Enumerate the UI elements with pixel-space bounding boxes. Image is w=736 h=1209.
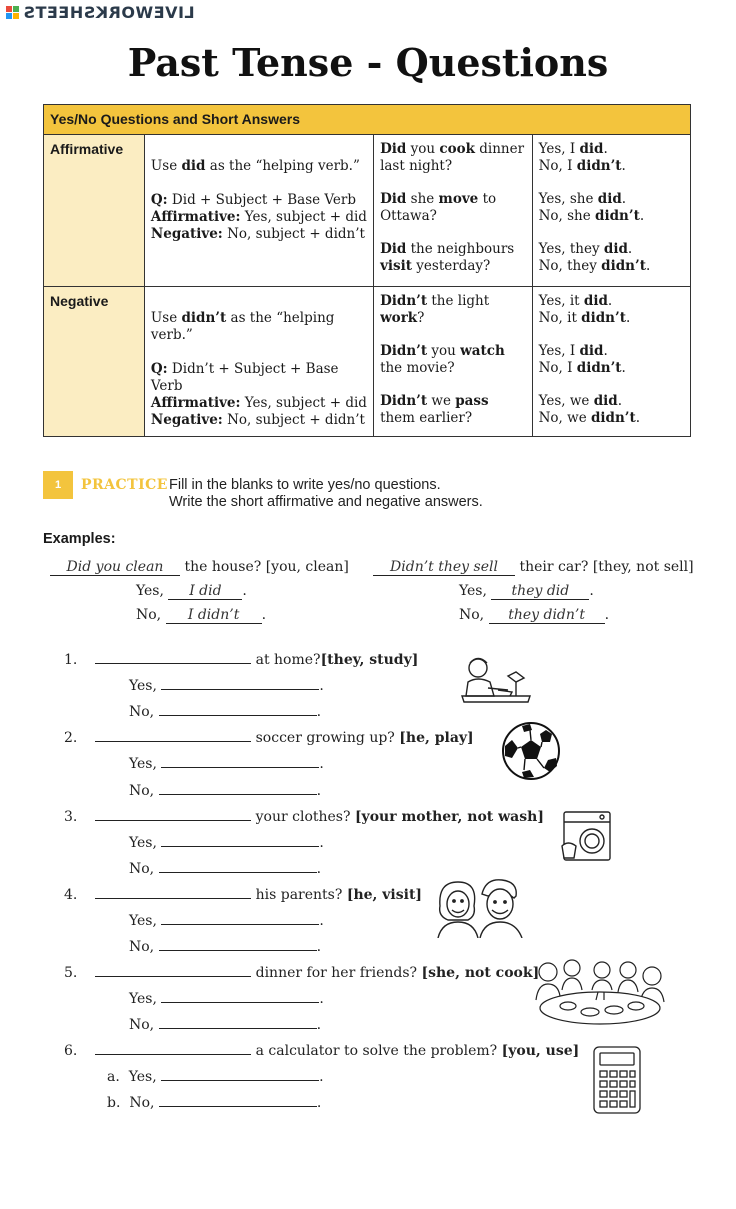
- exercise-no-line: No, .: [129, 858, 321, 877]
- yes-answer-blank[interactable]: [161, 675, 319, 690]
- handwritten-answer: I did: [168, 583, 242, 600]
- washing-machine-icon: [558, 808, 616, 864]
- handwritten-answer: I didn’t: [166, 607, 262, 624]
- row-label: Negative: [44, 287, 145, 437]
- question-blank[interactable]: [95, 962, 251, 977]
- no-answer-blank[interactable]: [159, 780, 317, 795]
- table-row-affirmative: [44, 135, 691, 287]
- exercise-yes-line: Yes, .: [129, 832, 324, 851]
- exercise-yes-line: a. Yes, .: [107, 1066, 324, 1085]
- practice-number-badge: 1: [43, 471, 73, 499]
- logo-text: LIVEWORKSHEETS: [23, 2, 195, 22]
- no-answer-blank[interactable]: [159, 1014, 317, 1029]
- examples-cell: [374, 135, 533, 287]
- exercise-no-line: No, .: [129, 701, 321, 720]
- grammar-table: [43, 104, 691, 437]
- answers-cell: [532, 135, 690, 287]
- exercise-yes-line: Yes, .: [129, 753, 324, 772]
- question-blank[interactable]: [95, 727, 251, 742]
- exercise-question: 4. his parents? [he, visit]: [64, 884, 422, 903]
- exercise-no-line: b. No, .: [107, 1092, 321, 1111]
- example-right-question: Didn’t they sell their car? [they, not sell]: [373, 559, 694, 576]
- question-blank[interactable]: [95, 806, 251, 821]
- example-left-question: Did you clean the house? [you, clean]: [50, 559, 349, 576]
- question-blank[interactable]: [95, 884, 251, 899]
- example-question: Didn’t you watch the movie?: [380, 343, 505, 376]
- example-question: Did she move to Ottawa?: [380, 191, 497, 224]
- example-right-yes: Yes, they did .: [459, 583, 594, 599]
- short-answer: Yes, they did. No, they didn’t.: [538, 241, 651, 274]
- exercise-yes-line: Yes, .: [129, 675, 324, 694]
- example-left-no: No, I didn’t .: [136, 607, 267, 623]
- table-row-negative: [44, 287, 691, 437]
- yes-answer-blank[interactable]: [161, 910, 319, 925]
- no-answer-blank[interactable]: [159, 701, 317, 716]
- dinner-party-icon: [532, 956, 668, 1028]
- row-label: Affirmative: [44, 135, 145, 287]
- answers-cell: [532, 287, 690, 437]
- table-header: Yes/No Questions and Short Answers: [44, 105, 691, 135]
- example-right-no: No, they didn’t .: [459, 607, 610, 623]
- examples-cell: [374, 287, 533, 437]
- logo-squares-icon: [6, 6, 19, 19]
- short-answer: Yes, she did. No, she didn’t.: [538, 191, 645, 224]
- handwritten-answer: they didn’t: [489, 607, 605, 624]
- short-answer: Yes, I did. No, I didn’t.: [538, 343, 626, 376]
- exercise-question: 3. your clothes? [your mother, not wash]: [64, 806, 544, 825]
- example-question: Didn’t the light work?: [380, 293, 490, 326]
- exercise-question: 2. soccer growing up? [he, play]: [64, 727, 474, 746]
- yes-answer-blank[interactable]: [161, 988, 319, 1003]
- question-blank[interactable]: [95, 649, 251, 664]
- examples-label: Examples:: [43, 531, 116, 547]
- example-left-yes: Yes, I did .: [136, 583, 247, 599]
- short-answer: Yes, I did. No, I didn’t.: [538, 141, 626, 174]
- question-blank[interactable]: [95, 1040, 251, 1055]
- short-answer: Yes, it did. No, it didn’t.: [538, 293, 631, 326]
- handwritten-answer: Did you clean: [50, 559, 180, 576]
- exercise-question: 1. at home?[they, study]: [64, 649, 418, 668]
- handwritten-answer: they did: [491, 583, 589, 600]
- no-answer-blank[interactable]: [159, 1092, 317, 1107]
- yes-answer-blank[interactable]: [161, 753, 319, 768]
- handwritten-answer: Didn’t they sell: [373, 559, 515, 576]
- yes-answer-blank[interactable]: [161, 1066, 319, 1081]
- yes-answer-blank[interactable]: [161, 832, 319, 847]
- example-question: Did the neighbours visit yesterday?: [380, 241, 515, 274]
- exercise-no-line: No, .: [129, 780, 321, 799]
- exercise-yes-line: Yes, .: [129, 988, 324, 1007]
- no-answer-blank[interactable]: [159, 858, 317, 873]
- exercise-question: 5. dinner for her friends? [she, not cook]: [64, 962, 539, 981]
- soccer-ball-icon: [500, 720, 562, 782]
- rule-cell: Use did as the “helping verb.” Q: Did + Subject + Base Verb Affirmative: Yes, subject + did Negative: No, subject + didn’t: [144, 135, 373, 287]
- practice-instructions: Fill in the blanks to write yes/no questions. Write the short affirmative and negative answers.: [169, 477, 483, 510]
- example-question: Did you cook dinner last night?: [380, 141, 525, 174]
- student-writing-icon: [458, 652, 534, 710]
- rule-cell: Use didn’t as the “helping verb.” Q: Didn’t + Subject + Base Verb Affirmative: Yes, subject + did Negative: No, subject + didn’t: [144, 287, 373, 437]
- parents-icon: [434, 876, 526, 938]
- exercise-yes-line: Yes, .: [129, 910, 324, 929]
- exercise-no-line: No, .: [129, 936, 321, 955]
- exercise-question: 6. a calculator to solve the problem? [you, use]: [64, 1040, 579, 1059]
- practice-label: PRACTICE: [81, 477, 168, 493]
- no-answer-blank[interactable]: [159, 936, 317, 951]
- example-question: Didn’t we pass them earlier?: [380, 393, 489, 426]
- liveworksheets-logo: [6, 3, 195, 21]
- page-title: Past Tense - Questions: [127, 40, 609, 85]
- calculator-icon: [590, 1044, 644, 1116]
- exercise-no-line: No, .: [129, 1014, 321, 1033]
- short-answer: Yes, we did. No, we didn’t.: [538, 393, 641, 426]
